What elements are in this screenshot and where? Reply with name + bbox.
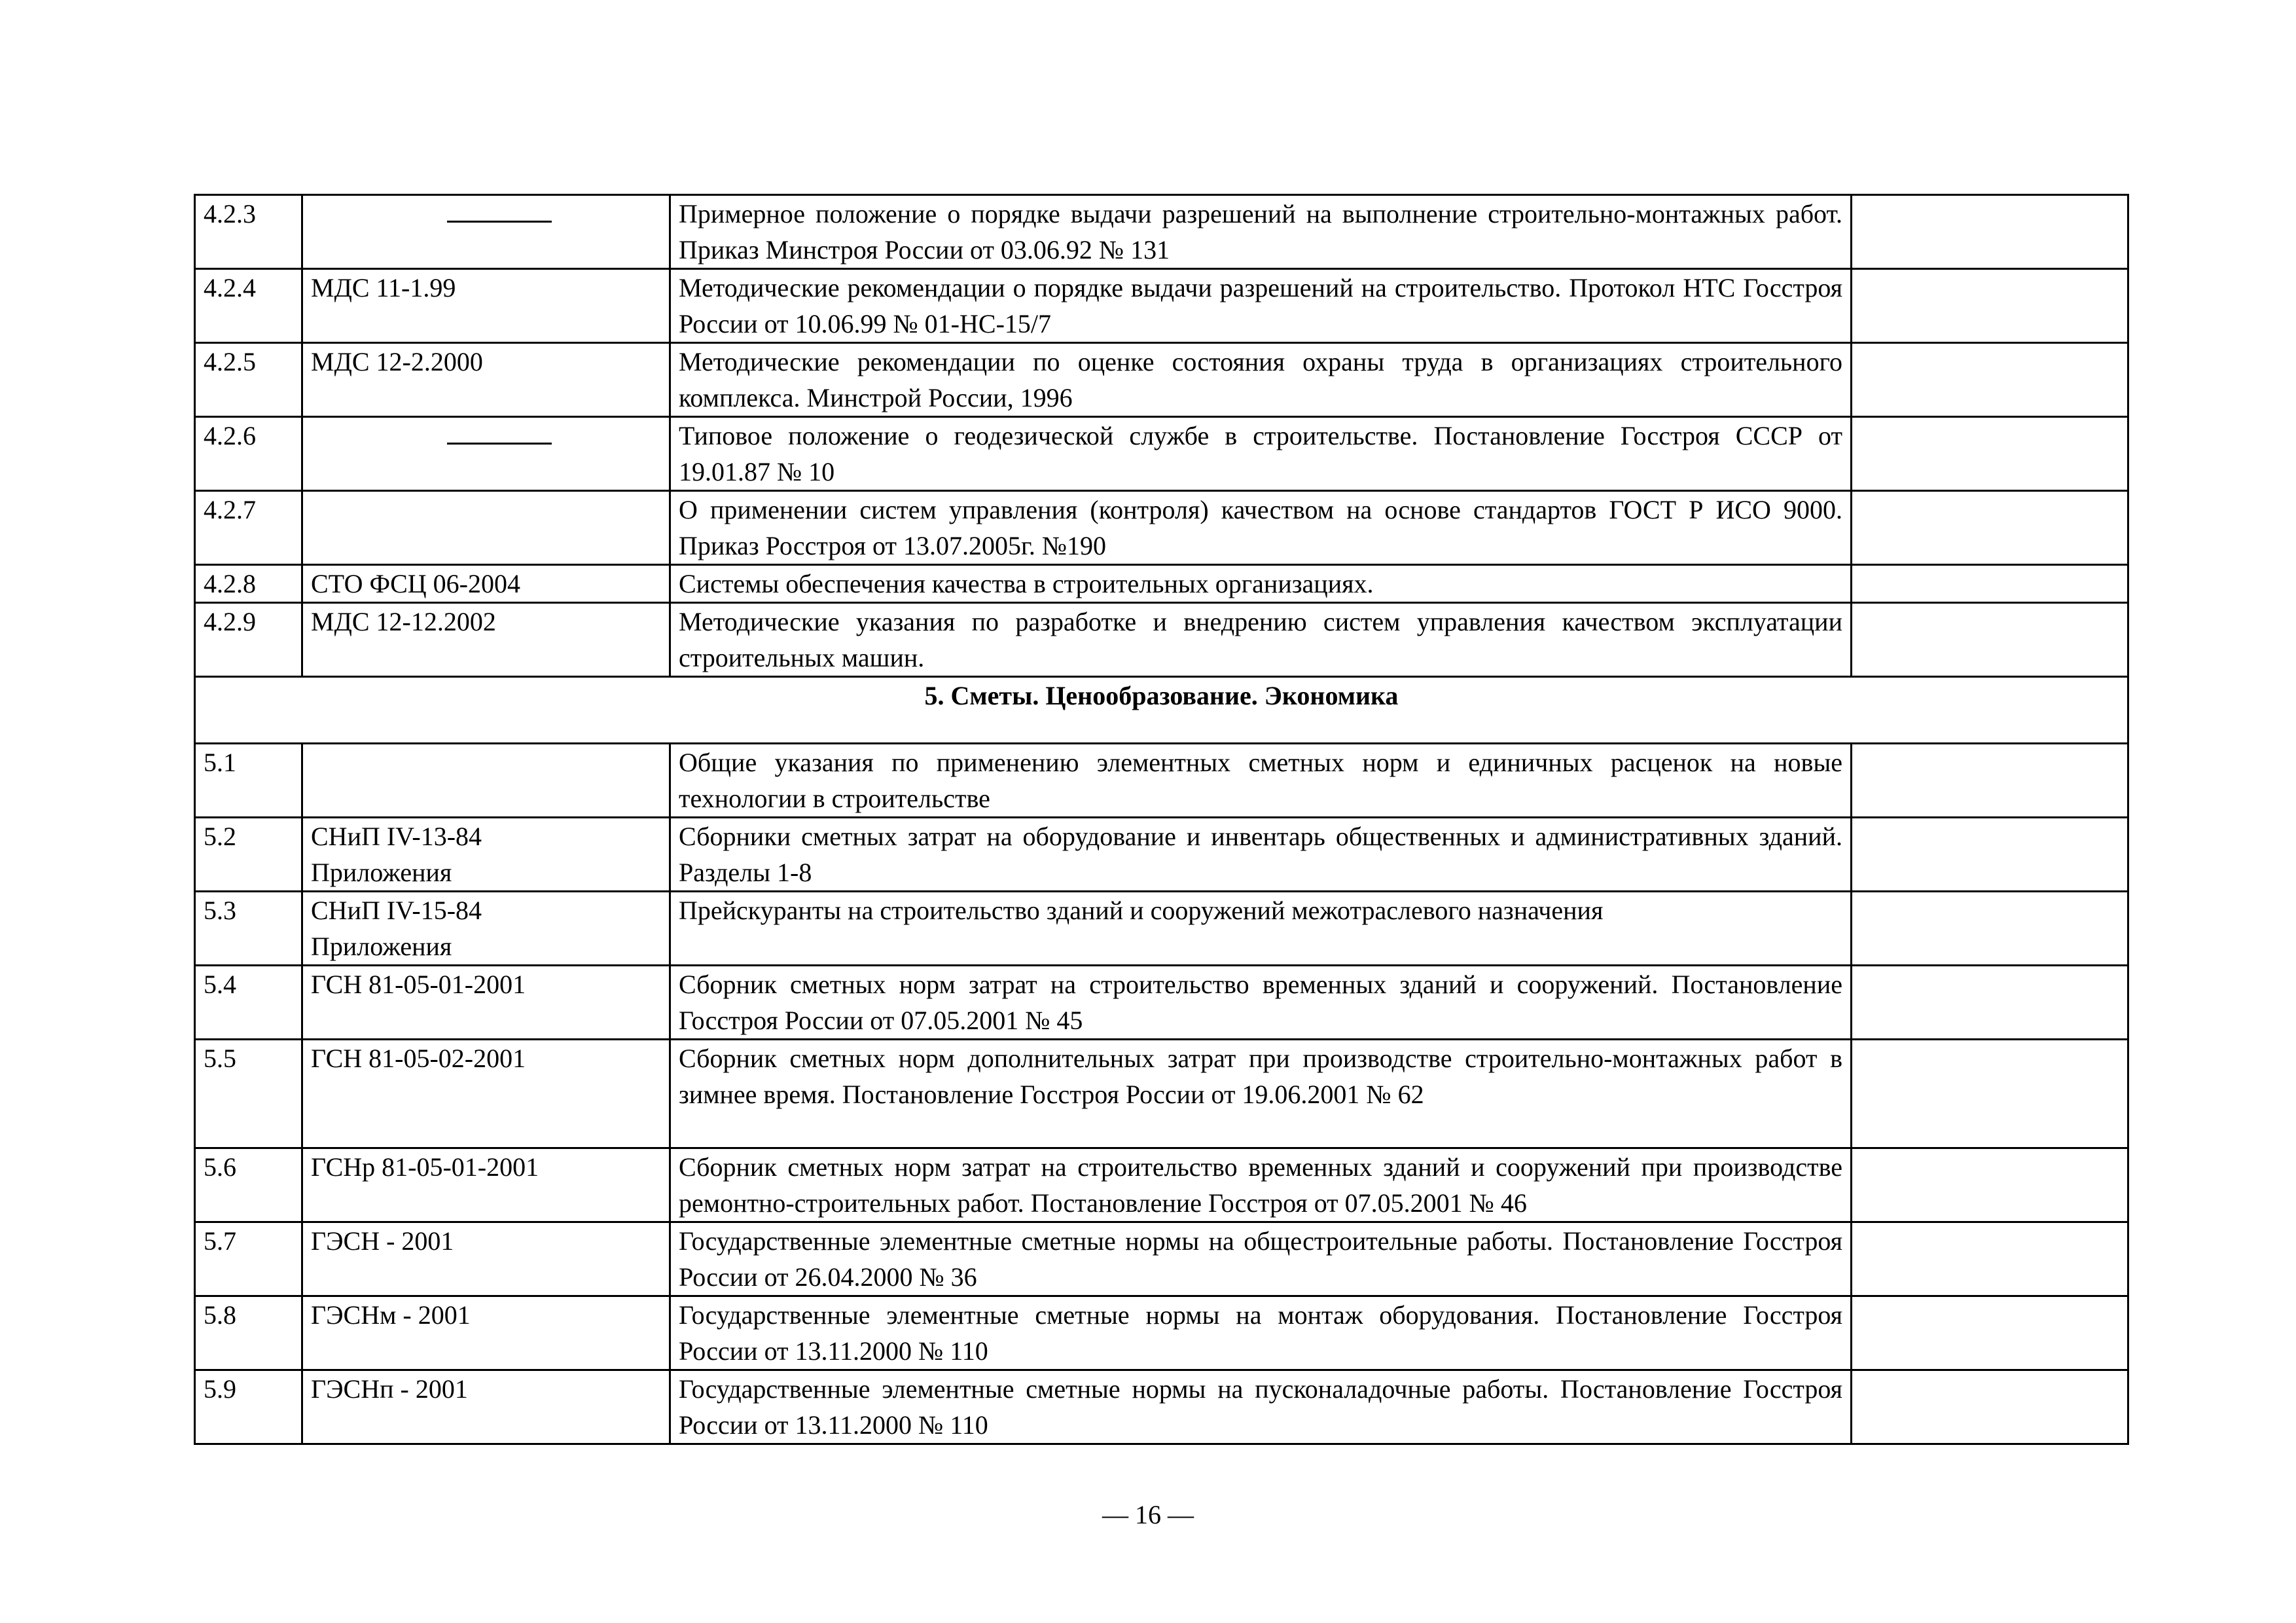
notes-cell: [1852, 744, 2128, 818]
document-title: Методические рекомендации о порядке выдачи разрешений на строительство. Протокол НТС Госстроя России от 10.06.99 № 01-НС-15/7: [670, 269, 1852, 343]
table-row: [195, 603, 2128, 677]
document-code: МДС 12-12.2002: [302, 603, 670, 677]
row-number: 5.9: [195, 1370, 302, 1444]
table-row: [195, 744, 2128, 818]
document-code-line: СНиП IV-13-84: [311, 822, 482, 851]
notes-cell: [1852, 1296, 2128, 1370]
notes-cell: [1852, 343, 2128, 417]
row-number: 4.2.7: [195, 491, 302, 565]
table-row: [195, 417, 2128, 491]
row-number: 4.2.9: [195, 603, 302, 677]
row-number: 4.2.4: [195, 269, 302, 343]
document-code-appendix: Приложения: [311, 858, 452, 887]
notes-cell: [1852, 195, 2128, 269]
document-title: Методические указания по разработке и внедрению систем управления качеством эксплуатации строительных машин.: [670, 603, 1852, 677]
notes-cell: [1852, 565, 2128, 603]
document-code: ГСНр 81-05-01-2001: [302, 1148, 670, 1222]
table-row: [195, 1222, 2128, 1296]
row-number: 5.2: [195, 818, 302, 892]
table-row: [195, 1296, 2128, 1370]
row-number: 5.1: [195, 744, 302, 818]
notes-cell: [1852, 491, 2128, 565]
table-row: [195, 343, 2128, 417]
notes-cell: [1852, 1222, 2128, 1296]
table-row: [195, 818, 2128, 892]
document-code: ГСН 81-05-02-2001: [302, 1040, 670, 1148]
document-title: Сборник сметных норм затрат на строительство временных зданий и сооружений при производстве ремонтно-строительных работ. Постановление Госстроя от 07.05.2001 № 46: [670, 1148, 1852, 1222]
dash-placeholder: [447, 221, 552, 223]
document-code: [302, 195, 670, 269]
document-title: Методические рекомендации по оценке состояния охраны труда в организациях строительного комплекса. Минстрой России, 1996: [670, 343, 1852, 417]
section-heading-row: [195, 677, 2128, 744]
dash-placeholder: [447, 443, 552, 445]
regulations-table: [194, 194, 2129, 1445]
document-code-appendix: Приложения: [311, 932, 452, 961]
row-number: 4.2.5: [195, 343, 302, 417]
notes-cell: [1852, 1370, 2128, 1444]
notes-cell: [1852, 818, 2128, 892]
document-code: СТО ФСЦ 06-2004: [302, 565, 670, 603]
document-code: ГЭСНп - 2001: [302, 1370, 670, 1444]
row-number: 5.6: [195, 1148, 302, 1222]
document-code: МДС 11-1.99: [302, 269, 670, 343]
notes-cell: [1852, 1148, 2128, 1222]
row-number: 5.3: [195, 892, 302, 966]
notes-cell: [1852, 892, 2128, 966]
row-number: 4.2.8: [195, 565, 302, 603]
document-title: Сборник сметных норм дополнительных затрат при производстве строительно-монтажных работ в зимнее время. Постановление Госстроя России от 19.06.2001 № 62: [670, 1040, 1852, 1148]
row-number: 5.4: [195, 966, 302, 1040]
notes-cell: [1852, 603, 2128, 677]
document-title: Сборники сметных затрат на оборудование и инвентарь общественных и административных зданий. Разделы 1-8: [670, 818, 1852, 892]
document-code: ГСН 81-05-01-2001: [302, 966, 670, 1040]
document-code: ГЭСНм - 2001: [302, 1296, 670, 1370]
table-row: [195, 565, 2128, 603]
row-number: 4.2.6: [195, 417, 302, 491]
table-row: [195, 1370, 2128, 1444]
document-code-line: СНиП IV-15-84: [311, 896, 482, 925]
document-title: Государственные элементные сметные нормы на общестроительные работы. Постановление Госстроя России от 26.04.2000 № 36: [670, 1222, 1852, 1296]
document-title: Примерное положение о порядке выдачи разрешений на выполнение строительно-монтажных работ. Приказ Минстроя России от 03.06.92 № 131: [670, 195, 1852, 269]
document-code: ГЭСН - 2001: [302, 1222, 670, 1296]
table-row: [195, 195, 2128, 269]
notes-cell: [1852, 1040, 2128, 1148]
document-code: [302, 818, 670, 892]
row-number: 5.8: [195, 1296, 302, 1370]
row-number: 5.5: [195, 1040, 302, 1148]
document-title: О применении систем управления (контроля) качеством на основе стандартов ГОСТ Р ИСО 9000. Приказ Росстроя от 13.07.2005г. №190: [670, 491, 1852, 565]
page-number: — 16 —: [1102, 1500, 1194, 1529]
table-row: [195, 491, 2128, 565]
table-row: [195, 269, 2128, 343]
section-title: 5. Сметы. Ценообразование. Экономика: [195, 677, 2128, 744]
document-title: Типовое положение о геодезической службе в строительстве. Постановление Госстроя СССР от 19.01.87 № 10: [670, 417, 1852, 491]
notes-cell: [1852, 417, 2128, 491]
document-code: [302, 491, 670, 565]
document-title: Общие указания по применению элементных сметных норм и единичных расценок на новые технологии в строительстве: [670, 744, 1852, 818]
table-row: [195, 966, 2128, 1040]
row-number: 4.2.3: [195, 195, 302, 269]
document-title: Государственные элементные сметные нормы на монтаж оборудования. Постановление Госстроя России от 13.11.2000 № 110: [670, 1296, 1852, 1370]
row-number: 5.7: [195, 1222, 302, 1296]
document-title: Прейскуранты на строительство зданий и сооружений межотраслевого назначения: [670, 892, 1852, 966]
table-row: [195, 1040, 2128, 1148]
document-title: Системы обеспечения качества в строительных организациях.: [670, 565, 1852, 603]
document-title: Государственные элементные сметные нормы на пусконаладочные работы. Постановление Госстроя России от 13.11.2000 № 110: [670, 1370, 1852, 1444]
document-code: [302, 892, 670, 966]
document-code: [302, 744, 670, 818]
notes-cell: [1852, 269, 2128, 343]
notes-cell: [1852, 966, 2128, 1040]
document-code: МДС 12-2.2000: [302, 343, 670, 417]
table-row: [195, 892, 2128, 966]
document-code: [302, 417, 670, 491]
table-row: [195, 1148, 2128, 1222]
document-title: Сборник сметных норм затрат на строительство временных зданий и сооружений. Постановление Госстроя России от 07.05.2001 № 45: [670, 966, 1852, 1040]
